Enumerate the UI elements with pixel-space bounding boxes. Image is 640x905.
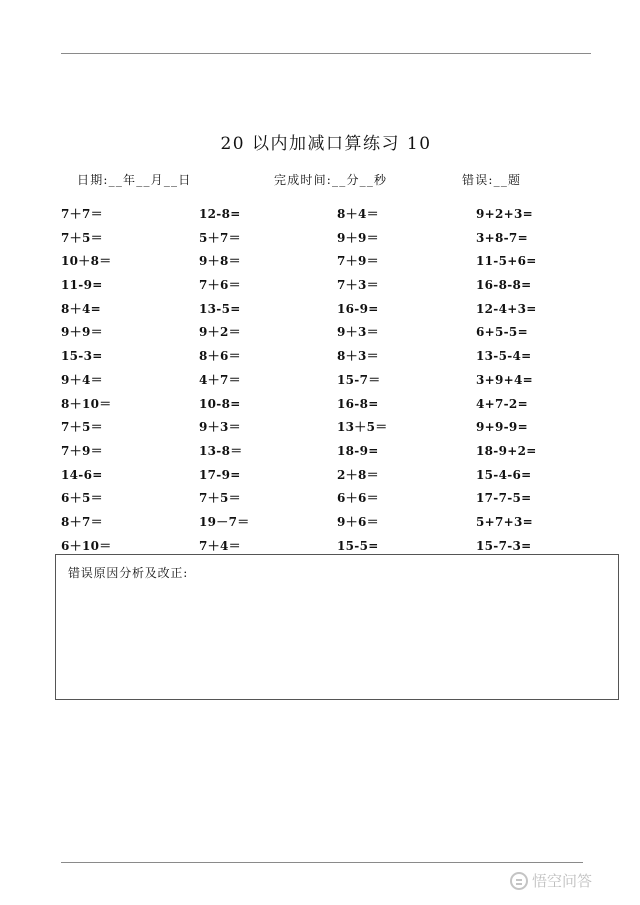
problem-item: 8＋3＝ (337, 349, 379, 364)
problem-item: 16-8-8= (476, 278, 532, 293)
problem-item: 9＋8＝ (199, 254, 241, 269)
problem-item: 9＋9＝ (337, 230, 379, 245)
problem-item: 8＋4= (61, 301, 101, 316)
problem-item: 10-8= (199, 396, 241, 411)
problem-row (61, 228, 621, 252)
bottom-rule (61, 862, 583, 863)
problem-row (61, 299, 621, 323)
watermark (510, 870, 592, 891)
problem-grid (61, 204, 621, 559)
problem-row (61, 441, 621, 465)
problem-item: 11-9= (61, 278, 103, 293)
problem-item: 6＋6＝ (337, 491, 379, 506)
problem-item: 11-5+6= (476, 254, 537, 269)
problem-row (61, 394, 621, 418)
problem-item: 7＋9＝ (61, 443, 103, 458)
problem-item: 13-8＝ (199, 443, 243, 458)
problem-item: 9+2+3= (476, 207, 534, 221)
problem-item: 6＋5＝ (61, 491, 103, 506)
problem-item: 15-4-6= (476, 467, 532, 482)
problem-item: 2＋8＝ (337, 467, 379, 482)
problem-item: 5+7+3= (476, 514, 534, 529)
problem-item: 4+7-2= (476, 396, 528, 411)
problem-item: 8＋6＝ (199, 349, 241, 364)
problem-row (61, 465, 621, 489)
problem-item: 13-5-4= (476, 349, 532, 364)
problem-item: 15-7-3= (476, 538, 532, 553)
problem-item: 7＋7＝ (61, 207, 103, 221)
problem-item: 12-4+3= (476, 301, 537, 316)
problem-item: 7＋4＝ (199, 538, 241, 553)
problem-item: 9＋3＝ (337, 325, 379, 340)
top-rule (61, 53, 591, 54)
problem-item: 16-8= (337, 396, 379, 411)
problem-row (61, 251, 621, 275)
problem-row (61, 204, 621, 228)
problem-item: 4＋7＝ (199, 372, 241, 387)
problem-item: 9＋2＝ (199, 325, 241, 340)
problem-row (61, 370, 621, 394)
problem-item: 9＋4＝ (61, 372, 103, 387)
error-analysis-label: 错误原因分析及改正: (68, 566, 189, 580)
problem-item: 13＋5＝ (337, 420, 388, 435)
problem-item: 14-6= (61, 467, 103, 482)
date-field: 日期:__年__月__日 (77, 173, 192, 187)
problem-item: 17-9= (199, 467, 241, 482)
problem-row (61, 488, 621, 512)
problem-row (61, 346, 621, 370)
problem-item: 15-5= (337, 538, 379, 553)
problem-item: 18-9+2= (476, 443, 537, 458)
problem-item: 9＋3＝ (199, 420, 241, 435)
problem-item: 9＋9＝ (61, 325, 103, 340)
problem-item: 19－7＝ (199, 514, 250, 529)
problem-item: 8＋10＝ (61, 396, 112, 411)
problem-item: 10＋8＝ (61, 254, 112, 269)
problem-item: 9+9-9= (476, 420, 528, 435)
problem-item: 7＋6＝ (199, 278, 241, 293)
problem-item: 12-8= (199, 207, 241, 221)
problem-item: 16-9= (337, 301, 379, 316)
problem-item: 7＋9＝ (337, 254, 379, 269)
problem-item: 17-7-5= (476, 491, 532, 506)
chat-bubble-icon (510, 872, 528, 890)
problem-item: 3+8-7= (476, 230, 528, 245)
problem-item: 18-9= (337, 443, 379, 458)
problem-item: 15-7＝ (337, 372, 381, 387)
problem-item: 6＋10＝ (61, 538, 112, 553)
problem-item: 6+5-5= (476, 325, 528, 340)
problem-row (61, 322, 621, 346)
problem-item: 5＋7＝ (199, 230, 241, 245)
problem-item: 8＋7＝ (61, 514, 103, 529)
problem-item: 15-3= (61, 349, 103, 364)
problem-item: 7＋3＝ (337, 278, 379, 293)
problem-item: 7＋5＝ (61, 230, 103, 245)
problem-item: 13-5= (199, 301, 241, 316)
error-count-field: 错误:__题 (462, 173, 522, 187)
error-analysis-box (55, 554, 619, 700)
watermark-text: 悟空问答 (532, 872, 593, 890)
worksheet-title: 20 以内加减口算练习 10 (220, 134, 432, 154)
problem-item: 7＋5＝ (61, 420, 103, 435)
completion-time-field: 完成时间:__分__秒 (274, 173, 388, 187)
problem-row (61, 275, 621, 299)
problem-item: 8＋4＝ (337, 207, 379, 221)
problem-row (61, 512, 621, 536)
problem-item: 3+9+4= (476, 372, 534, 387)
problem-item: 9＋6＝ (337, 514, 379, 529)
problem-row (61, 417, 621, 441)
problem-item: 7＋5＝ (199, 491, 241, 506)
